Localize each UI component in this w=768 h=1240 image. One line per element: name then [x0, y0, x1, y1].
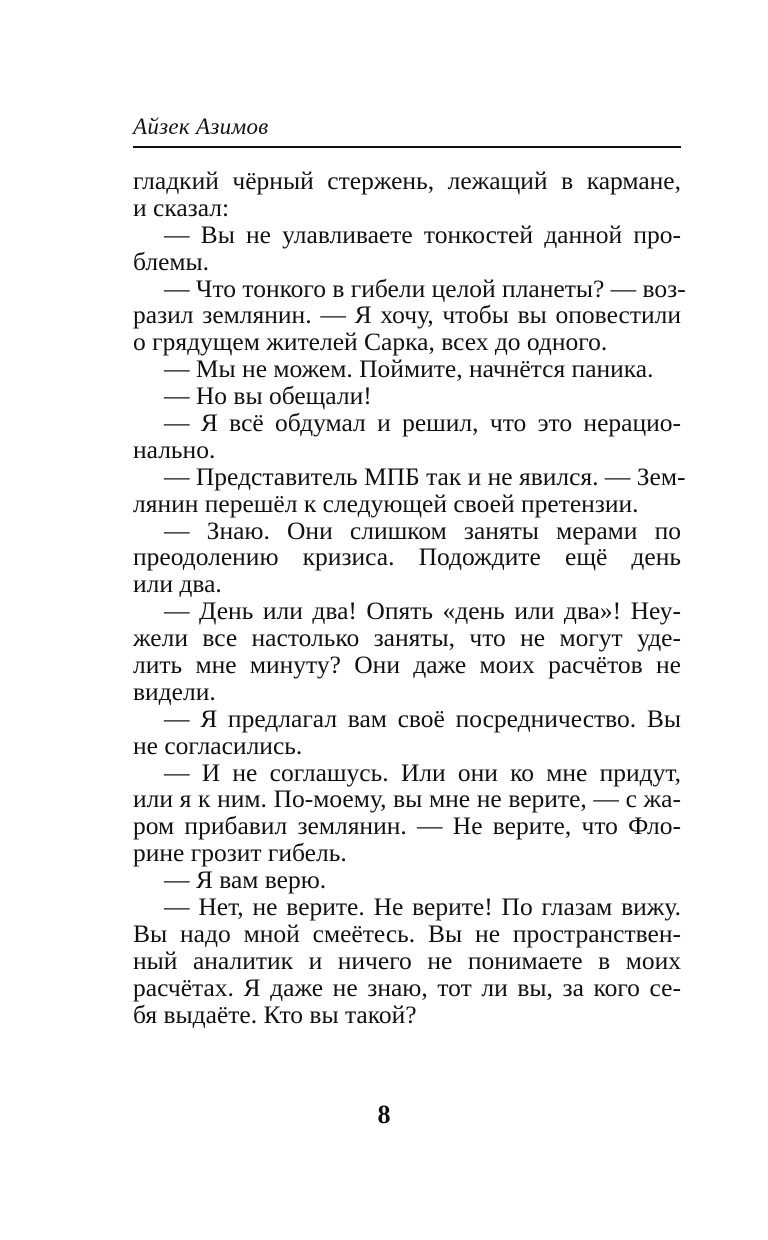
body-line: жели все настолько заняты, что не могут уде- — [133, 623, 681, 653]
body-line: лить мне минуту? Они даже моих расчётов не — [133, 650, 681, 680]
body-line: — Мы не можем. Поймите, начнётся паника. — [164, 354, 654, 384]
body-line: — Я вам верю. — [164, 865, 327, 895]
body-line: преодолению кризиса. Подождите ещё день — [133, 542, 681, 572]
body-line: — Что тонкого в гибели целой планеты? — воз- — [164, 273, 686, 303]
body-line: ный аналитик и ничего не понимаете в моих — [133, 945, 681, 975]
body-line: разил землянин. — Я хочу, чтобы вы оповестили — [133, 300, 681, 330]
running-header-author: Айзек Азимов — [133, 114, 269, 139]
body-line: ром прибавил землянин. — Не верите, что Фло- — [133, 811, 681, 841]
body-line: — И не соглашусь. Или они ко мне придут, — [164, 757, 681, 787]
body-line: не согласились. — [133, 730, 303, 760]
body-line: блемы. — [133, 246, 210, 276]
body-line: нально. — [133, 434, 216, 464]
body-line: расчётах. Я даже не знаю, тот ли вы, за кого се- — [133, 972, 681, 1002]
body-line: — День или два! Опять «день или два»! Неу- — [164, 596, 681, 626]
body-line: и сказал: — [133, 192, 230, 222]
running-header — [133, 112, 681, 148]
body-line: о грядущем жителей Сарка, всех до одного. — [133, 327, 608, 357]
body-line: или я к ним. По-моему, вы мне не верите, — с жа- — [133, 784, 681, 814]
body-line: Вы надо мной смеётесь. Вы не пространствен- — [133, 918, 681, 948]
body-line: — Представитель МПБ так и не явился. — Зем- — [164, 461, 686, 491]
body-line: — Нет, не верите. Не верите! По глазам вижу. — [164, 892, 681, 922]
body-line: рине грозит гибель. — [133, 838, 347, 868]
body-line: или два. — [133, 569, 222, 599]
page-number: 8 — [377, 1100, 391, 1129]
body-line: видели. — [133, 676, 216, 706]
body-line: лянин перешёл к следующей своей претензии. — [133, 488, 639, 518]
body-line: — Я предлагал вам своё посредничество. Вы — [164, 703, 681, 733]
body-line: — Знаю. Они слишком заняты мерами по — [164, 515, 681, 545]
page-body — [133, 166, 686, 1029]
body-line: — Вы не улавливаете тонкостей данной про- — [164, 219, 681, 249]
body-line: гладкий чёрный стержень, лежащий в кармане, — [133, 166, 681, 195]
body-line: — Я всё обдумал и решил, что это нерацио- — [164, 408, 681, 438]
body-line: бя выдаёте. Кто вы такой? — [133, 999, 417, 1029]
body-line: — Но вы обещали! — [164, 381, 372, 411]
